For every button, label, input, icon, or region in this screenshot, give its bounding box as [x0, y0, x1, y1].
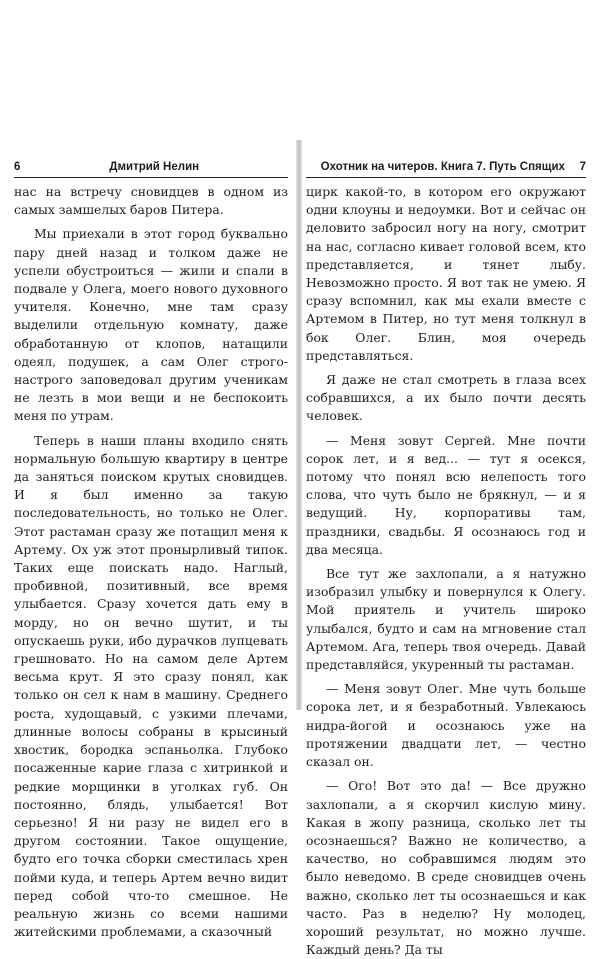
left-page — [14, 160, 288, 940]
left-running-head: Дмитрий Нелин — [109, 161, 200, 173]
left-page-header — [14, 160, 288, 178]
right-paragraph-6: — Ого! Вот это да! — Все дружно захлопали, а я скорчил кислую мину. Какая в жопу разница, сколько лет ты осознаешься? Важно не количество, а качество, но собравшимся людям это было неведомо. В среде сновидцев очень важно, сколько лет ты осознаешься и как часто. Раз в неделю? Ну молодец, хороший результат, но можно лучше. Каждый день? Да ты — [306, 778, 586, 958]
right-running-head: Охотник на читеров. Книга 7. Путь Спящих — [320, 161, 565, 173]
right-paragraph-1: цирк какой-то, в котором его окружают одни клоуны и недоумки. Вот и сейчас он деловито забросил ногу на ногу, смотрит на нас, согласно кивает головой всем, кто представляется, и тянет лыбу. Невозможно просто. Я вот так не умею. Я сразу вспомнил, как мы ехали вместе с Артемом в Питер, но тут меня толкнул в бок Олег. Блин, моя очередь представляться. — [306, 184, 586, 363]
book-gutter — [296, 140, 302, 710]
left-paragraph-2: Мы приехали в этот город буквально пару дней назад и толком даже не успели обустроиться — жили и спали в подвале у Олега, моего нового духовного учителя. Конечно, мне там сразу выделили отдельную комнату, даже обработанную от клопов, натащили одеял, подушек, а сам Олег строго-настрого заповедовал другим ученикам не лезть в мои вещи и не беспокоить меня по утрам. — [14, 226, 288, 424]
right-paragraph-2: Я даже не стал смотреть в глаза всех собравшихся, а их было почти десять человек. — [306, 372, 586, 424]
right-page — [306, 160, 586, 958]
right-paragraph-5: — Меня зовут Олег. Мне чуть больше сорока лет, и я безработный. Увлекаюсь нидра-йогой и осознаюсь уже на протяжении двадцати лет, — честно сказал он. — [306, 681, 586, 770]
left-page-number: 6 — [14, 161, 21, 173]
left-paragraph-1: нас на встречу сновидцев в одном из самых замшелых баров Питера. — [14, 184, 288, 218]
right-page-number: 7 — [579, 161, 586, 173]
right-page-header — [306, 160, 586, 178]
left-paragraph-3: Теперь в наши планы входило снять нормальную большую квартиру в центре да заняться поиском крутых сновидцев. И я был именно за такую последовательность, но только не Олег. Этот растаман сразу же потащил меня к Артему. Ох уж этот пронырливый типок. Таких еще поискать надо. Наглый, пробивной, позитивный, все время улыбается. Сразу хочется дать ему в морду, но он вечно шутит, и ты опускаешь руки, ибо дурачков лупцевать грешновато. Но на самом деле Артем весьма крут. Я это сразу понял, как только он сел к нам в машину. Среднего роста, худощавый, с узкими плечами, длинные волосы собраны в крысиный хвостик, бородка эспаньолка. Глубоко посаженные карие глаза с хитринкой и редкие морщинки в уголках губ. Он постоянно, блядь, улыбается! Вот серьезно! Я ни разу не видел его в другом состоянии. Такое ощущение, будто его точка сборки сместилась хрен пойми куда, и теперь Артем вечно видит перед собой что-то смешное. Не реальную жизнь со всеми нашими житейскими проблемами, а сказочный — [14, 432, 288, 940]
right-paragraph-3: — Меня зовут Сергей. Мне почти сорок лет, и я вед... — тут я осекся, потому что понял всю нелепость того слова, что чуть было не брякнул, — и я ведущий. Ну, корпоративы там, праздники, свадьбы. Я осознаюсь год и два месяца. — [306, 432, 586, 557]
right-paragraph-4: Все тут же захлопали, а я натужно изобразил улыбку и повернулся к Олегу. Мой приятель и учитель широко улыбался, будто и сам на мгновение стал Артемом. Ага, теперь твоя очередь. Давай представляйся, укуренный ты растаман. — [306, 566, 586, 673]
